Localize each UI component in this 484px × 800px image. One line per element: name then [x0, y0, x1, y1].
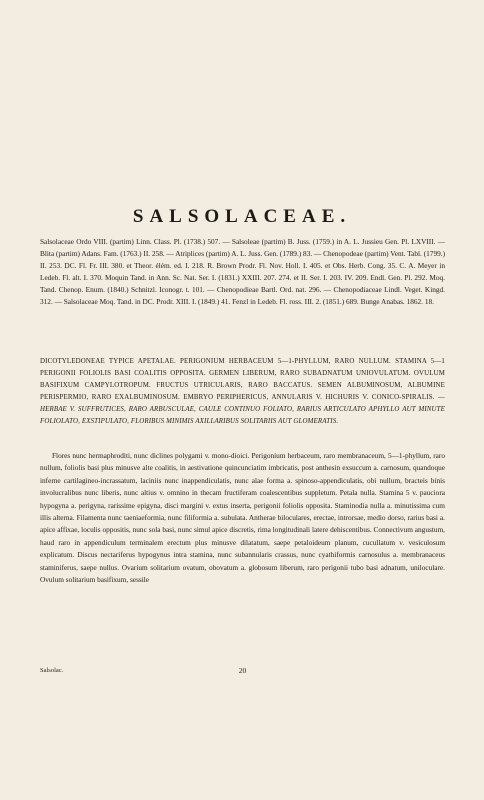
- synonymy-paragraph: Salsolaceae Ordo VIII. (partim) Linn. Class. Pl. (1738.) 507. — Salsoleae (partim) B. Juss. (1759.) in A. L. Jussieu Gen. Pl. LXVIII. — Blita (partim) Adans. Fam. (1763.) II. 258. — Atriplices (partim) A. L. Juss. Gen. (1789.) 83. — Chenopodeae (partim) Vent. Tabl. (1799.) II. 253. DC. Fl. Fr. III. 380. et Theor. élém. ed. I. 218. R. Brown Prodr. Fl. Nov. Holl. I. 405. et Obs. Herb. Cong. 35. C. A. Meyer in Ledeb. Fl. alt. I. 370. Moquin Tand. in Ann. Sc. Nat. Ser. I. (1831.) XXIII. 207. 274. et II. Ser. I. 203. IV. 209. Endl. Gen. Pl. 292. Moq. Tand. Chenop. Enum. (1840.) Schnitzl. Iconogr. t. 101. — Chenopodieae Bartl. Ord. nat. 296. — Chenopodiaceae Lindl. Veget. Kingd. 312. — Salsolaceae Moq. Tand. in DC. Prodr. XIII. I. (1849.) 41. Fenzl in Ledeb. Fl. ross. III. 2. (1851.) 689. Bunge Anabas. 1862. 18.: [40, 237, 445, 307]
- diagnosis-paragraph: [40, 356, 445, 429]
- footer-signature: Salsolac.: [40, 667, 64, 674]
- page-footer: [40, 667, 445, 677]
- description-paragraph: Flores nunc hermaphroditi, nunc diclines polygami v. mono-dioici. Perigonium herbaceum, raro membranaceum, 5—1-phyllum, raro nullum, foliolis basi plus minusve alte coalitis, in aestivatione quincunciatim imbricatis, post anthesin exsuccum a. carnosum, quandoque inferne cartilagineo-incrassatum, laciniis nunc inappendiculatis, nunc alae forma a. spinoso-appendiculatis, obi nullum, bracteis binis involucralibus nunc liberis, nunc altius v. omnino in thecam fructiferam coalescentibus suppletum. Petala nulla. Stamina 5 v. pauciora hypogyna a. perigyna, rarissime epigyna, disci margini v. extus inserta, perigonii foliolis opposita. Staminodia nulla a. minutissima cum illis alterna. Filamenta nunc taeniaeformia, nunc filiformia a. subulata. Antherae biloculares, erectae, introrsae, medio dorso, rarius basi a. apice affixae, loculis oppositis, nunc sola basi, nunc simul apice discretis, rima longitudinali latere dehiscentibus. Connectivum angustum, haud raro in appendiculum terminalem erectum plus minusve dilatatum, saepe petaloideum planum, cucullatum v. vesiculosum explicatum. Discus nectariferus hypogynus intra stamina, nunc subannularis crassus, nunc cyathiformis carnosulus a. membranaceus staminiferus, saepe nullus. Ovarium solitarium ovatum, obovatum a. globosum liberum, raro perigonii tubo basi adnatum, uniloculare. Ovulum solitarium basifixum, sessile: [40, 451, 445, 585]
- page-title: SALSOLACEAE.: [132, 206, 352, 227]
- description-section: [40, 450, 445, 586]
- page-number: 20: [238, 666, 247, 675]
- diagnosis-upright-text: DICOTYLEDONEAE TYPICE APETALAE. PERIGONIUM HERBACEUM 5—1-PHYLLUM, RARO NULLUM. STAMINA 5—1 PERIGONII FOLIOLIS BASI COALITIS OPPOSITA. GERMEN LIBERUM, RARO SUBADNATUM UNIOVULATUM. OVULUM BASIFIXUM CAMPYLOTROPUM. FRUCTUS UTRICULARIS, RARO BACCATUS. SEMEN ALBUMINOSUM, ALBUMINE PERISPERMIO, RARO EXALBUMINOSUM. EMBRYO PERIPHERICUS, ANNULARIS V. HICHURIS V. CONICO-SPIRALIS. —: [40, 358, 445, 402]
- diagnosis-italic-text: HERBAE V. SUFFRUTICES, RARO ARBUSCULAE, CAULE CONTINUO FOLIATO, RARIUS ARTICULATO APHYLLO AUT MINUTE FOLIOLATO, EXSTIPULATO, FLORIBUS MINIMIS AXILLARIBUS SOLITARIIS AUT GLOMERATIS.: [40, 406, 445, 426]
